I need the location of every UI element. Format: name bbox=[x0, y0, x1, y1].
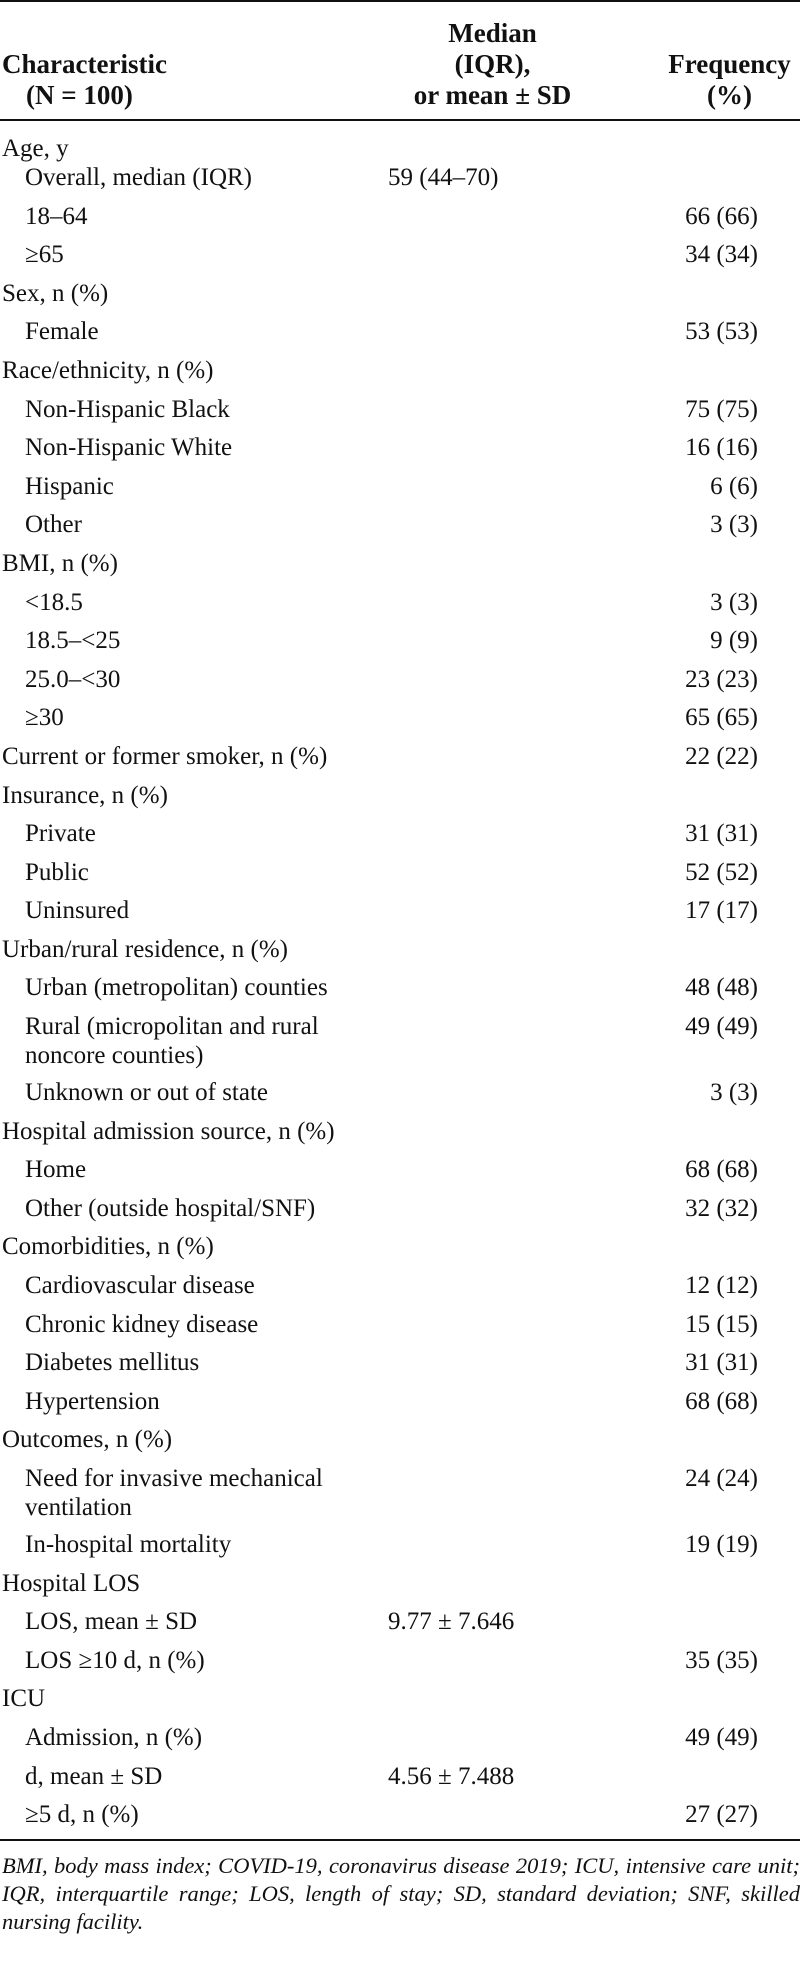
row-label: Home bbox=[25, 1156, 87, 1184]
row-median bbox=[376, 896, 609, 935]
row-median bbox=[376, 1684, 609, 1723]
table-row bbox=[0, 626, 800, 665]
row-frequency bbox=[609, 1762, 800, 1801]
table-row bbox=[0, 279, 800, 318]
row-label: Rural (micropolitan and rural noncore counties) bbox=[25, 1013, 319, 1070]
row-frequency: 12 (12) bbox=[685, 1272, 758, 1300]
row-frequency: 53 (53) bbox=[685, 318, 758, 346]
row-frequency: 27 (27) bbox=[609, 1800, 800, 1840]
row-frequency bbox=[609, 1232, 800, 1271]
row-label: ≥5 d, n (%) bbox=[0, 1800, 376, 1840]
header-median-line3: or mean ± SD bbox=[413, 80, 572, 110]
table-row bbox=[0, 395, 800, 434]
row-label: Other bbox=[25, 511, 82, 539]
row-median bbox=[376, 1569, 609, 1608]
row-frequency: 49 (49) bbox=[685, 1723, 758, 1751]
table-row bbox=[0, 1348, 800, 1387]
row-frequency bbox=[609, 356, 800, 395]
table-row bbox=[0, 510, 800, 549]
table-row bbox=[0, 1232, 800, 1271]
row-median bbox=[376, 665, 609, 704]
row-label: Outcomes, n (%) bbox=[2, 1426, 173, 1454]
row-label: Hospital admission source, n (%) bbox=[2, 1117, 335, 1145]
row-frequency: 16 (16) bbox=[685, 434, 758, 462]
row-label: Diabetes mellitus bbox=[25, 1349, 200, 1377]
table-row bbox=[0, 163, 800, 202]
row-label: ICU bbox=[2, 1685, 46, 1713]
table-row bbox=[0, 1762, 800, 1801]
header-frequency-line1: Frequency bbox=[668, 49, 791, 79]
table-row bbox=[0, 202, 800, 241]
row-frequency: 31 (31) bbox=[685, 820, 758, 848]
row-frequency: 22 (22) bbox=[685, 742, 758, 770]
table-row bbox=[0, 1684, 800, 1723]
row-frequency bbox=[609, 279, 800, 318]
table-row bbox=[0, 858, 800, 897]
row-median bbox=[376, 1117, 609, 1156]
table-row bbox=[0, 1117, 800, 1156]
table-row bbox=[0, 1569, 800, 1608]
table-row bbox=[0, 742, 800, 781]
row-frequency: 3 (3) bbox=[710, 588, 758, 616]
header-characteristic bbox=[0, 1, 376, 120]
row-frequency: 34 (34) bbox=[685, 241, 758, 269]
row-frequency bbox=[609, 549, 800, 588]
row-frequency: 49 (49) bbox=[685, 1013, 758, 1041]
row-frequency bbox=[609, 120, 800, 163]
table-row bbox=[0, 896, 800, 935]
row-label: Urban (metropolitan) counties bbox=[25, 974, 328, 1002]
table-row bbox=[0, 1310, 800, 1349]
row-frequency: 35 (35) bbox=[685, 1646, 758, 1674]
table-row bbox=[0, 1194, 800, 1233]
row-median bbox=[376, 395, 609, 434]
table-row bbox=[0, 1387, 800, 1426]
row-median bbox=[376, 1271, 609, 1310]
row-frequency: 68 (68) bbox=[685, 1156, 758, 1184]
table-row bbox=[0, 1464, 800, 1530]
row-label: In-hospital mortality bbox=[25, 1531, 232, 1558]
row-label: d, mean ± SD bbox=[25, 1762, 163, 1790]
row-median bbox=[376, 626, 609, 665]
row-label: Need for invasive mechanical ventilation bbox=[25, 1465, 323, 1521]
row-median bbox=[376, 819, 609, 858]
row-frequency: 24 (24) bbox=[685, 1465, 758, 1492]
row-median bbox=[376, 279, 609, 318]
header-frequency-line2: (%) bbox=[707, 80, 752, 110]
table-row bbox=[0, 120, 800, 163]
row-label: Admission, n (%) bbox=[25, 1723, 203, 1751]
row-frequency bbox=[609, 1569, 800, 1608]
row-label: Urban/rural residence, n (%) bbox=[2, 935, 288, 963]
row-frequency: 75 (75) bbox=[685, 395, 758, 423]
table-header-row bbox=[0, 1, 800, 120]
table-row bbox=[0, 703, 800, 742]
table-row bbox=[0, 588, 800, 627]
row-label: Unknown or out of state bbox=[25, 1079, 269, 1107]
table-footnote: BMI, body mass index; COVID-19, coronavirus disease 2019; ICU, intensive care unit; IQR, interquartile range; LOS, length of stay; SD, standard deviation; SNF, skilled nursing facility. bbox=[2, 1853, 800, 1935]
row-median bbox=[376, 1194, 609, 1233]
table-row bbox=[0, 1607, 800, 1646]
row-median bbox=[376, 588, 609, 627]
row-label: Comorbidities, n (%) bbox=[2, 1233, 214, 1261]
row-frequency: 6 (6) bbox=[710, 472, 758, 500]
table-row bbox=[0, 973, 800, 1012]
row-label: Chronic kidney disease bbox=[25, 1310, 259, 1338]
row-label: Insurance, n (%) bbox=[2, 781, 168, 809]
row-frequency: 3 (3) bbox=[710, 1079, 758, 1107]
row-median bbox=[376, 510, 609, 549]
row-label: Hispanic bbox=[25, 472, 114, 500]
row-frequency: 23 (23) bbox=[685, 665, 758, 693]
header-median-line1: Median bbox=[448, 18, 537, 48]
row-label: Hypertension bbox=[25, 1387, 160, 1415]
row-frequency bbox=[609, 935, 800, 974]
row-median: 59 (44–70) bbox=[388, 164, 499, 191]
table-row bbox=[0, 1646, 800, 1685]
table-row bbox=[0, 549, 800, 588]
row-median bbox=[376, 472, 609, 511]
row-median bbox=[376, 1530, 609, 1569]
row-frequency: 15 (15) bbox=[685, 1310, 758, 1338]
table-row bbox=[0, 240, 800, 279]
row-median bbox=[376, 240, 609, 279]
row-label: Hospital LOS bbox=[2, 1569, 141, 1597]
row-frequency: 66 (66) bbox=[685, 202, 758, 230]
row-label: LOS ≥10 d, n (%) bbox=[25, 1646, 205, 1674]
row-label: Female bbox=[25, 318, 99, 346]
row-median bbox=[376, 356, 609, 395]
row-frequency: 48 (48) bbox=[685, 974, 758, 1002]
row-median bbox=[376, 317, 609, 356]
table-row bbox=[0, 356, 800, 395]
row-median bbox=[376, 1723, 609, 1762]
row-median bbox=[376, 1078, 609, 1117]
row-label: 18–64 bbox=[25, 202, 88, 230]
row-label: Sex, n (%) bbox=[2, 279, 109, 307]
table-row bbox=[0, 781, 800, 820]
table-row bbox=[0, 935, 800, 974]
row-label: 18.5–<25 bbox=[25, 627, 121, 655]
row-label: ≥30 bbox=[25, 704, 64, 732]
header-median-line2: (IQR), bbox=[454, 49, 531, 79]
row-frequency: 32 (32) bbox=[685, 1194, 758, 1222]
row-median bbox=[376, 1012, 609, 1078]
table-row bbox=[0, 433, 800, 472]
row-label: Overall, median (IQR) bbox=[25, 164, 253, 191]
row-median bbox=[376, 1155, 609, 1194]
header-characteristic-line2: (N = 100) bbox=[26, 80, 133, 110]
table-row bbox=[0, 317, 800, 356]
row-label: Public bbox=[25, 858, 89, 886]
row-label: Other (outside hospital/SNF) bbox=[25, 1194, 316, 1222]
row-median bbox=[376, 549, 609, 588]
row-median bbox=[376, 781, 609, 820]
row-frequency: 52 (52) bbox=[685, 858, 758, 886]
row-median bbox=[376, 202, 609, 241]
row-median bbox=[376, 973, 609, 1012]
row-label: Non-Hispanic White bbox=[25, 434, 233, 462]
table-row bbox=[0, 1078, 800, 1117]
table-row bbox=[0, 1155, 800, 1194]
row-label: Cardiovascular disease bbox=[25, 1272, 255, 1300]
row-label: ≥65 bbox=[25, 241, 64, 269]
row-label: Age, y bbox=[2, 135, 69, 162]
row-frequency: 3 (3) bbox=[710, 511, 758, 539]
header-characteristic-line1: Characteristic bbox=[2, 49, 167, 79]
row-median bbox=[376, 742, 609, 781]
row-median bbox=[376, 1232, 609, 1271]
row-median bbox=[376, 858, 609, 897]
row-frequency: 68 (68) bbox=[685, 1387, 758, 1415]
table-row bbox=[0, 819, 800, 858]
row-median bbox=[376, 1800, 609, 1840]
row-median: 9.77 ± 7.646 bbox=[388, 1608, 515, 1636]
row-label: Current or former smoker, n (%) bbox=[2, 742, 328, 770]
row-median bbox=[376, 1646, 609, 1685]
table-row bbox=[0, 1723, 800, 1762]
table-row bbox=[0, 1012, 800, 1078]
row-frequency: 9 (9) bbox=[710, 627, 758, 655]
row-frequency bbox=[609, 1117, 800, 1156]
table-row bbox=[0, 1271, 800, 1310]
row-median bbox=[376, 935, 609, 974]
row-frequency bbox=[609, 1425, 800, 1464]
row-frequency bbox=[609, 1684, 800, 1723]
row-label: Private bbox=[25, 820, 96, 848]
table-row bbox=[0, 665, 800, 704]
row-frequency: 19 (19) bbox=[685, 1531, 758, 1558]
table-row bbox=[0, 1425, 800, 1464]
row-label: <18.5 bbox=[25, 588, 83, 616]
row-median bbox=[376, 1310, 609, 1349]
row-median bbox=[376, 433, 609, 472]
row-label: Non-Hispanic Black bbox=[25, 395, 230, 423]
table-row bbox=[0, 472, 800, 511]
row-median bbox=[376, 1348, 609, 1387]
row-frequency bbox=[609, 1607, 800, 1646]
row-frequency: 31 (31) bbox=[685, 1349, 758, 1377]
row-median bbox=[376, 1425, 609, 1464]
row-label: Race/ethnicity, n (%) bbox=[2, 356, 214, 384]
header-median bbox=[376, 1, 609, 120]
row-median bbox=[376, 1387, 609, 1426]
row-median bbox=[376, 120, 609, 163]
row-label: LOS, mean ± SD bbox=[25, 1608, 198, 1636]
row-frequency: 65 (65) bbox=[685, 704, 758, 732]
row-median bbox=[376, 703, 609, 742]
row-frequency: 17 (17) bbox=[685, 897, 758, 925]
table-row bbox=[0, 1530, 800, 1569]
row-median bbox=[376, 1464, 609, 1530]
header-frequency bbox=[609, 1, 800, 120]
table-row bbox=[0, 1800, 800, 1840]
row-frequency bbox=[609, 781, 800, 820]
row-median: 4.56 ± 7.488 bbox=[388, 1762, 515, 1790]
row-label: Uninsured bbox=[25, 897, 130, 925]
row-frequency bbox=[609, 163, 800, 202]
row-label: 25.0–<30 bbox=[25, 665, 121, 693]
row-label: BMI, n (%) bbox=[2, 549, 118, 577]
